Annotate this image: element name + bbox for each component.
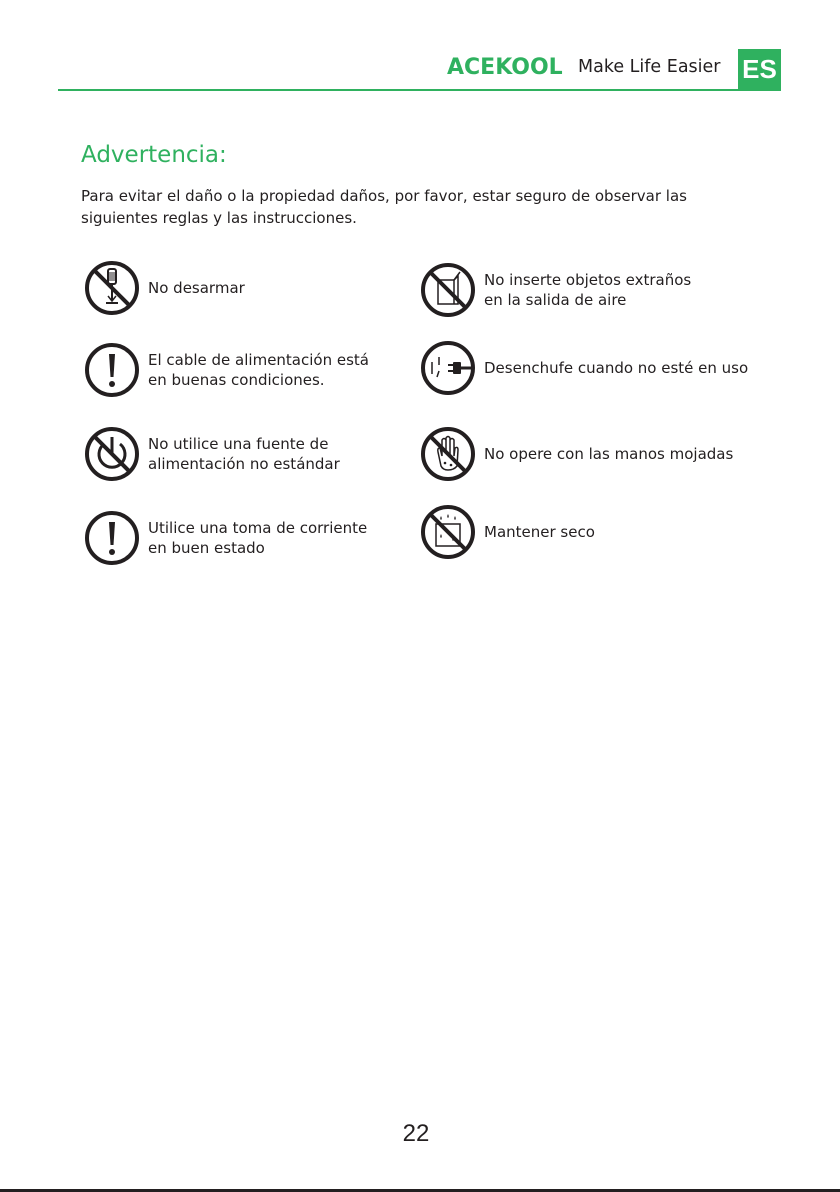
warning-item-nonstandard-power xyxy=(84,426,340,482)
warning-text: Utilice una toma de corriente xyxy=(148,519,368,537)
brand-tagline: Make Life Easier xyxy=(578,57,721,77)
warning-text: No inserte objetos extraños xyxy=(484,271,692,289)
warning-text: en buenas condiciones. xyxy=(148,371,325,389)
header-divider xyxy=(58,89,781,91)
warning-item-foreign-objects xyxy=(420,262,691,318)
warning-item-wet-hands xyxy=(420,426,733,482)
warning-text: No desarmar xyxy=(148,279,245,297)
warning-item-outlet xyxy=(84,510,367,566)
warning-item-power-cable xyxy=(84,342,369,398)
no-nonstandard-power-icon xyxy=(84,426,140,482)
warning-text: El cable de alimentación está xyxy=(148,351,369,369)
no-disassemble-icon xyxy=(84,260,140,316)
warning-text: alimentación no estándar xyxy=(148,455,340,473)
keep-dry-icon xyxy=(420,504,476,560)
unplug-icon xyxy=(420,340,476,396)
warning-item-unplug xyxy=(420,340,748,396)
warning-text: en la salida de aire xyxy=(484,291,627,309)
warning-text: en buen estado xyxy=(148,539,265,557)
no-wet-hands-icon xyxy=(420,426,476,482)
no-foreign-objects-icon xyxy=(420,262,476,318)
warning-text: Mantener seco xyxy=(484,523,595,541)
intro-line: Para evitar el daño o la propiedad daños, por favor, estar seguro de observar las xyxy=(81,187,687,205)
warning-item-keep-dry xyxy=(420,504,595,560)
warning-text: No opere con las manos mojadas xyxy=(484,445,734,463)
page-header xyxy=(0,0,840,96)
warning-item-no-disassemble xyxy=(84,260,245,316)
exclamation-icon xyxy=(84,342,140,398)
language-badge: ES xyxy=(738,49,781,89)
warning-text: Desenchufe cuando no esté en uso xyxy=(484,359,749,377)
brand-logo: ACEKOOL xyxy=(447,55,563,80)
intro-paragraph xyxy=(81,185,761,229)
intro-line: siguientes reglas y las instrucciones. xyxy=(81,209,357,227)
page-title: Advertencia: xyxy=(81,142,227,168)
page-number: 22 xyxy=(402,1120,430,1147)
exclamation-icon xyxy=(84,510,140,566)
warning-text: No utilice una fuente de xyxy=(148,435,329,453)
